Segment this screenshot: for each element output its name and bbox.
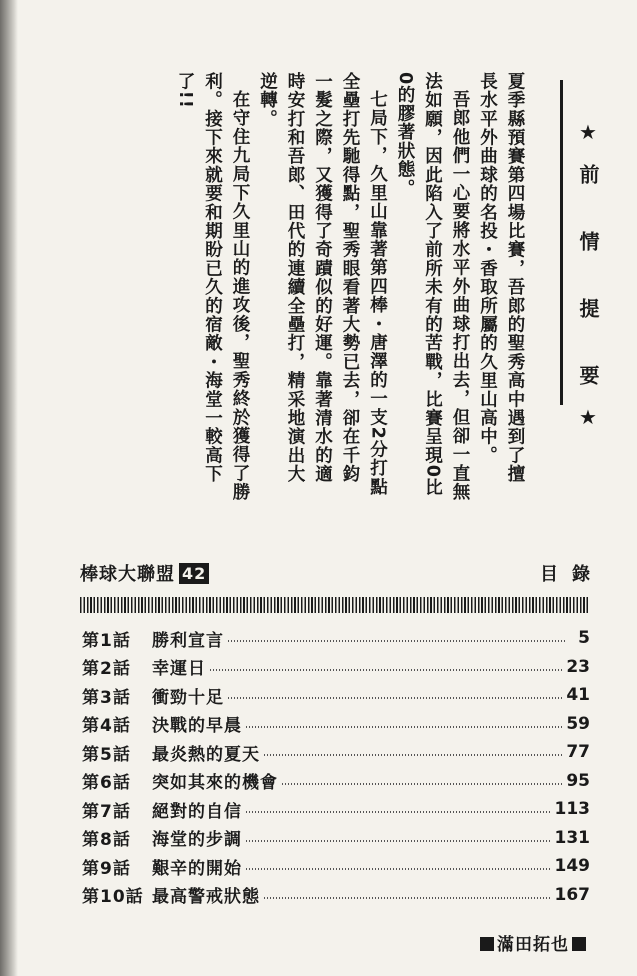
dot-leader: [282, 783, 562, 785]
chapter-title: 最炎熱的夏天: [152, 744, 260, 765]
toc-row[interactable]: [82, 681, 590, 710]
page-spine-shadow: [0, 0, 18, 976]
toc-header: [80, 560, 604, 590]
toc-row[interactable]: [82, 795, 590, 824]
chapter-number: 第5話: [82, 744, 131, 765]
chapter-title: 海堂的步調: [152, 830, 242, 851]
chapter-title: 艱辛的開始: [152, 858, 242, 879]
chapter-number: 第9話: [82, 858, 131, 879]
dot-leader: [228, 640, 566, 642]
chapter-number: 第6話: [82, 773, 131, 794]
synopsis-paragraph: 七局下，久里山靠著第四棒・唐澤的一支2分打點全壘打先馳得點，聖秀眼看著大勢已去，卻在千鈞一髮之際，又獲得了奇蹟似的好運。靠著清水的適時安打和吾郎、田代的連續全壘打，精采地演出大逆轉。: [257, 72, 388, 496]
synopsis-divider: [560, 80, 563, 405]
chapter-title: 衝勁十足: [152, 687, 224, 708]
book-title: [80, 560, 209, 586]
chapter-number: 第4話: [82, 716, 131, 737]
synopsis-paragraph: 在守住九局下久里山的進攻後，聖秀終於獲得了勝利。接下來就要和期盼已久的宿敵・海堂一較高下了!!: [175, 72, 250, 501]
chapter-number: 第10話: [82, 887, 144, 908]
synopsis-text: [68, 72, 528, 502]
chapter-page: 113: [554, 799, 590, 820]
chapter-page: 77: [566, 742, 590, 763]
chapter-page: 59: [566, 713, 590, 734]
toc-row[interactable]: [82, 710, 590, 739]
chapter-page: 5: [578, 628, 590, 649]
chapter-number: 第1話: [82, 630, 131, 651]
toc-row[interactable]: [82, 852, 590, 881]
dot-leader: [264, 754, 562, 756]
chapter-page: 131: [554, 827, 590, 848]
hatch-divider: [80, 597, 590, 613]
square-mark-icon: [572, 937, 586, 951]
chapter-title: 決戰的早晨: [152, 716, 242, 737]
table-of-contents: [82, 624, 590, 909]
dot-leader: [228, 697, 562, 699]
chapter-number: 第3話: [82, 687, 131, 708]
chapter-number: 第7話: [82, 801, 131, 822]
toc-title: 目錄: [540, 564, 604, 585]
square-mark-icon: [480, 937, 494, 951]
chapter-page: 167: [554, 884, 590, 905]
chapter-title: 突如其來的機會: [152, 773, 278, 794]
volume-badge: 42: [179, 563, 209, 584]
toc-row[interactable]: [82, 738, 590, 767]
book-title-text: 棒球大聯盟: [80, 564, 175, 585]
author-name: 滿田拓也: [497, 935, 569, 955]
toc-row[interactable]: [82, 653, 590, 682]
dot-leader: [246, 811, 551, 813]
author-credit: [477, 930, 589, 955]
dot-leader: [246, 868, 551, 870]
synopsis-heading: ★前 情 提 要★: [576, 120, 600, 449]
chapter-title: 最高警戒狀態: [152, 887, 260, 908]
toc-row[interactable]: [82, 624, 590, 653]
synopsis-paragraph: 吾郎他們一心要將水平外曲球打出去，但卻一直無法如願，因此陷入了前所未有的苦戰，比賽呈現0比0的膠著狀態。: [395, 72, 470, 501]
chapter-page: 149: [554, 856, 590, 877]
chapter-title: 勝利宣言: [152, 630, 224, 651]
chapter-number: 第2話: [82, 659, 131, 680]
toc-row[interactable]: [82, 767, 590, 796]
toc-row[interactable]: [82, 824, 590, 853]
chapter-title: 絕對的自信: [152, 801, 242, 822]
toc-row[interactable]: [82, 881, 590, 910]
dot-leader: [264, 897, 551, 899]
chapter-title: 幸運日: [152, 659, 206, 680]
chapter-number: 第8話: [82, 830, 131, 851]
dot-leader: [246, 840, 551, 842]
chapter-page: 95: [566, 770, 590, 791]
chapter-page: 41: [566, 685, 590, 706]
dot-leader: [210, 669, 562, 671]
chapter-page: 23: [566, 656, 590, 677]
dot-leader: [246, 726, 562, 728]
synopsis-paragraph: 夏季縣預賽第四場比賽，吾郎的聖秀高中遇到了擅長水平外曲球的名投・香取所屬的久里山高中。: [477, 72, 525, 484]
